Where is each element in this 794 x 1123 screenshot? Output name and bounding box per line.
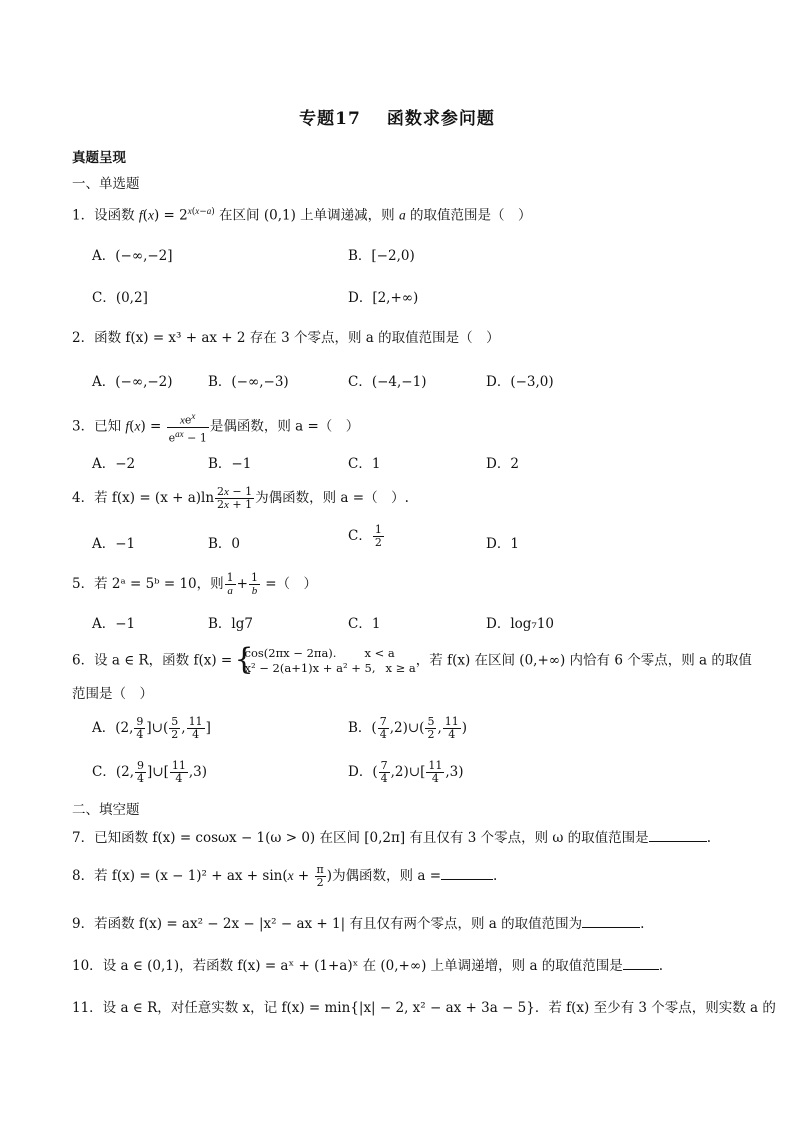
answer-blank-8[interactable] (441, 867, 493, 880)
section-heading-fill: 二、填空题 (72, 802, 140, 818)
q3-option-b[interactable]: B．−1 (208, 456, 252, 472)
section-heading-single: 一、单选题 (72, 176, 140, 192)
q2-option-c[interactable]: C．(−4,−1) (348, 374, 427, 390)
q5-option-d[interactable]: D．log₇10 (486, 616, 555, 632)
q5-option-a[interactable]: A．−1 (92, 616, 136, 632)
question-5: 5．若 2ᵃ = 5ᵇ = 10，则 $\frac{1}{a}$ + $\frac{1}{b}$ =（ ） (72, 571, 318, 597)
question-11: 11．设 a ∈ R，对任意实数 x，记 f(x) = min{|x| − 2, x² − ax + 3a − 5}．若 f(x) 至少有 3 个零点，则实数 a 的 (72, 1000, 776, 1016)
question-2: 2．函数 f(x) = x³ + ax + 2 存在 3 个零点，则 a 的取值范围是（ ） (72, 330, 500, 346)
q4-option-a[interactable]: A．−1 (92, 536, 136, 552)
q4-fraction: $\frac{2x - 1}{2x + 1}$ (217, 485, 253, 511)
q2-option-a[interactable]: A．(−∞,−2) (92, 374, 173, 390)
question-6-line2: 范围是（ ） (72, 686, 153, 702)
q2-option-b[interactable]: B．(−∞,−3) (208, 374, 289, 390)
q5-option-c[interactable]: C．1 (348, 616, 381, 632)
q3-fraction: $\frac{xe^x}{e^{ax} - 1}$ (168, 411, 207, 445)
q6-option-b[interactable]: B．( $\frac{7}{4}$ ,2)∪( $\frac{5}{2}$ , $\frac{11}{4}$ ) (348, 715, 468, 741)
q4-option-d[interactable]: D．1 (486, 536, 519, 552)
question-1: 1．设函数 $f(x) = 2^{x(x-a)}$ 在区间 (0,1) 上单调递减，则 a 的取值范围是（ ） (72, 206, 532, 224)
q1-option-a[interactable]: A．(−∞,−2] (92, 248, 173, 264)
q3-option-d[interactable]: D．2 (486, 456, 519, 472)
q6-piecewise: { cos(2πx − 2πa). x < a x² − 2(a+1)x + a² + 5, x ≥ a (237, 646, 416, 676)
answer-blank-7[interactable] (649, 829, 707, 842)
question-8: 8．若 f(x) = (x − 1)² + ax + sin(x + $\frac{\pi}{2}$ )为偶函数，则 a = . (72, 863, 498, 889)
answer-blank-9[interactable] (582, 915, 640, 928)
question-10: 10．设 a ∈ (0,1)，若函数 f(x) = aˣ + (1+a)ˣ 在 (0,+∞) 上单调递增，则 a 的取值范围是 . (72, 958, 664, 974)
answer-blank-10[interactable] (623, 957, 659, 970)
q6-option-c[interactable]: C．(2, $\frac{9}{4}$ ]∪[ $\frac{11}{4}$ ,3) (92, 759, 208, 785)
q1-option-c[interactable]: C．(0,2] (92, 290, 148, 306)
q2-option-d[interactable]: D．(−3,0) (486, 374, 554, 390)
page-title: 专题17 函数求参问题 (299, 109, 495, 129)
q3-option-c[interactable]: C．1 (348, 456, 381, 472)
question-6: 6．设 a ∈ R，函数 f(x) = { cos(2πx − 2πa). x < a x² − 2(a+1)x + a² + 5, x ≥ a ，若 f(x) 在区间 (0,+∞) 内恰有 6 个零点，则 a 的取值 (72, 646, 732, 676)
q4-option-b[interactable]: B．0 (208, 536, 241, 552)
q6-option-d[interactable]: D．( $\frac{7}{4}$ ,2)∪[ $\frac{11}{4}$ ,3) (348, 759, 464, 785)
question-3: 3．已知 f(x) = $\frac{xe^x}{e^{ax} - 1}$ 是偶函数，则 a =（ ） (72, 411, 360, 445)
q4-option-c[interactable]: C． $\frac{1}{2}$ (348, 523, 382, 549)
q3-option-a[interactable]: A．−2 (92, 456, 136, 472)
q1-option-d[interactable]: D．[2,+∞) (348, 290, 419, 306)
q6-option-a[interactable]: A．(2, $\frac{9}{4}$ ]∪( $\frac{5}{2}$ , $\frac{11}{4}$ ] (92, 715, 211, 741)
question-9: 9．若函数 f(x) = ax² − 2x − |x² − ax + 1| 有且仅有两个零点，则 a 的取值范围为 . (72, 916, 645, 932)
section-heading-real: 真题呈现 (72, 150, 126, 166)
q5-option-b[interactable]: B．lg7 (208, 616, 253, 632)
question-7: 7．已知函数 f(x) = cosωx − 1(ω > 0) 在区间 [0,2π] 有且仅有 3 个零点，则 ω 的取值范围是 . (72, 830, 711, 846)
question-4: 4．若 f(x) = (x + a)ln $\frac{2x - 1}{2x + 1}$ 为偶函数，则 a =（ ）. (72, 485, 409, 511)
q1-option-b[interactable]: B．[−2,0) (348, 248, 415, 264)
